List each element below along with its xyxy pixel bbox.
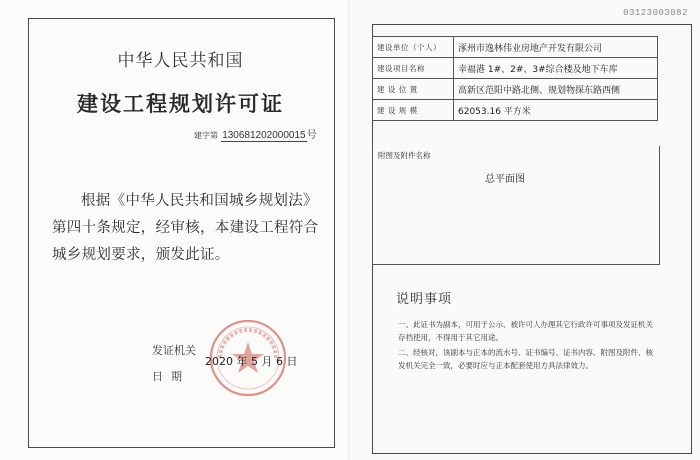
row-label: 建 设 位 置 (373, 79, 454, 100)
table-row (373, 79, 658, 100)
permit-suffix: 号 (306, 130, 317, 141)
row-label: 建设项目名称 (373, 58, 454, 79)
note-item: 一、此证书为副本，可用于公示、被许可人办理其它行政许可事项及发证机关存档使用，不得用于其它用途。 (398, 320, 653, 342)
serial-number: 03123003082 (623, 8, 688, 18)
row-label: 建设单位（个人） (373, 37, 454, 58)
issuer-label: 发证机关 (152, 344, 196, 357)
table-row (373, 100, 658, 121)
notes-title: 说明事项 (396, 292, 453, 307)
attachments-value: 总平面图 (485, 174, 525, 185)
note-item: 二、经核对，该副本与正本的流水号、证书编号、证书内容、附图及附件、核发机关完全一致，必要时应与正本配套使用方具法律效力。 (398, 348, 653, 370)
row-label: 建 设 规 模 (373, 100, 454, 121)
permit-number: 130681202000015 (222, 130, 306, 141)
row-value: 涿州市逸林伟业房地产开发有限公司 (454, 37, 658, 58)
row-value: 高新区范阳中路北侧、规划物探东路西侧 (454, 79, 658, 100)
issue-date: 2020 年 5 月 6 日 (205, 355, 298, 368)
permit-number-line (194, 126, 317, 141)
row-value: 幸福港 1#、2#、3#综合楼及地下车库 (454, 58, 658, 79)
attachments-box (372, 146, 660, 265)
country-title: 中华人民共和国 (117, 51, 244, 71)
table-row (373, 37, 658, 58)
attachments-label: 附图及附件名称 (378, 151, 431, 160)
certificate-title: 建设工程规划许可证 (77, 92, 284, 116)
date-label: 日期 (152, 370, 190, 383)
table-row (373, 58, 658, 79)
row-value: 62053.16 平方米 (454, 100, 658, 121)
project-info-table (372, 36, 658, 121)
permit-label: 建字第 (194, 131, 218, 140)
certificate-body-text: 根据《中华人民共和国城乡规划法》第四十条规定，经审核，本建设工程符合城乡规划要求，颁发此证。 (52, 193, 319, 263)
